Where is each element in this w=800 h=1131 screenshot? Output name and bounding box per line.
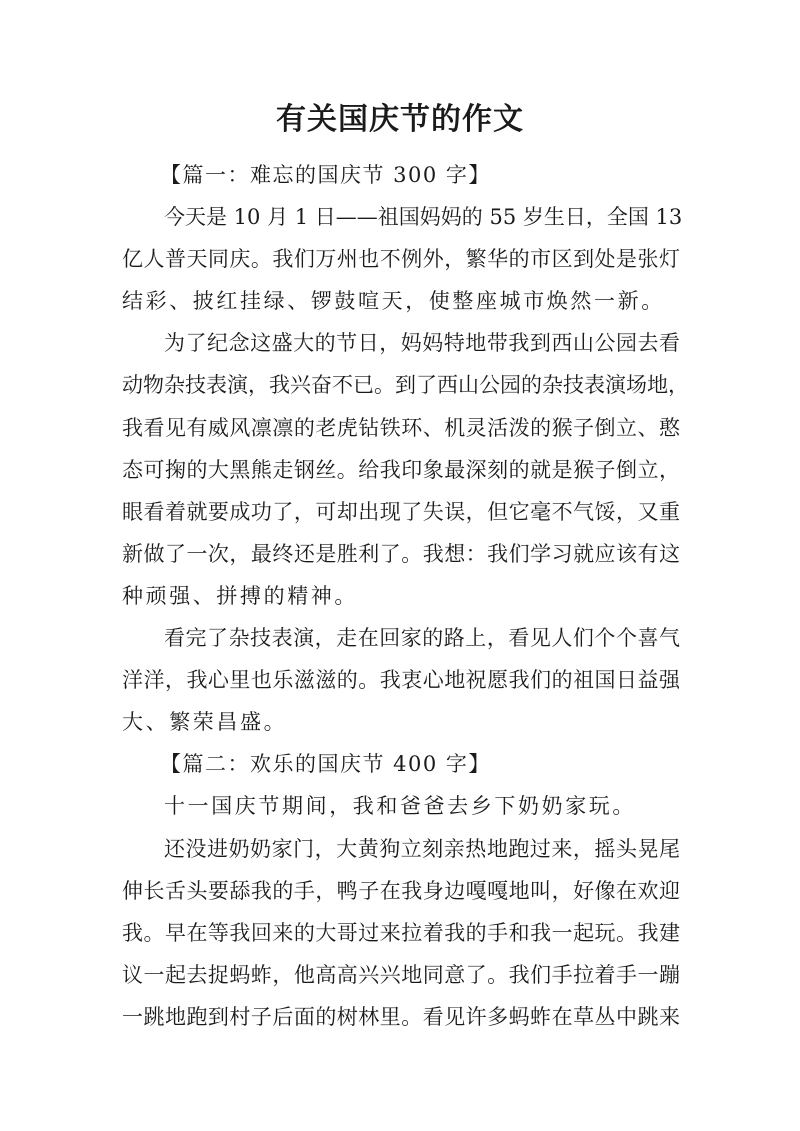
paragraph-line: 伸长舌头要舔我的手，鸭子在我身边嘎嘎地叫，好像在欢迎: [122, 878, 680, 903]
paragraph-line: 亿人普天同庆。我们万州也不例外，繁华的市区到处是张灯: [122, 247, 680, 272]
paragraph-line: 洋洋，我心里也乐滋滋的。我衷心地祝愿我们的祖国日益强: [122, 668, 680, 693]
section-heading: 【篇一：难忘的国庆节 300 字】: [160, 163, 491, 187]
paragraph-line: 议一起去捉蚂蚱，他高高兴兴地同意了。我们手拉着手一蹦: [122, 962, 680, 987]
paragraph-line: 动物杂技表演，我兴奋不已。到了西山公园的杂技表演场地，: [122, 373, 689, 398]
paragraph-line: 一跳地跑到村子后面的树林里。看见许多蚂蚱在草丛中跳来: [122, 1004, 680, 1029]
paragraph-line: 大、繁荣昌盛。: [122, 710, 288, 735]
paragraph-line: 我看见有威风凛凛的老虎钻铁环、机灵活泼的猴子倒立、憨: [122, 415, 680, 440]
document-body: [122, 154, 689, 1038]
paragraph-line: 看完了杂技表演，走在回家的路上，看见人们个个喜气: [164, 626, 680, 651]
paragraph-line: 还没进奶奶家门，大黄狗立刻亲热地跑过来，摇头晃尾: [164, 836, 680, 861]
paragraph-line: 今天是 10 月 1 日——祖国妈妈的 55 岁生日，全国 13: [164, 205, 683, 230]
paragraph-line: 结彩、披红挂绿、锣鼓喧天，使整座城市焕然一新。: [122, 289, 665, 314]
paragraph-line: 我。早在等我回来的大哥过来拉着我的手和我一起玩。我建: [122, 920, 680, 945]
paragraph-line: 态可掬的大黑熊走钢丝。给我印象最深刻的就是猴子倒立，: [122, 457, 680, 482]
document-title: 有关国庆节的作文: [276, 102, 524, 137]
paragraph-line: 为了纪念这盛大的节日，妈妈特地带我到西山公园去看: [164, 331, 680, 356]
paragraph-line: 眼看着就要成功了，可却出现了失误，但它毫不气馁，又重: [122, 499, 680, 524]
paragraph-line: 新做了一次，最终还是胜利了。我想：我们学习就应该有这: [122, 541, 680, 566]
section-heading: 【篇二：欢乐的国庆节 400 字】: [160, 752, 491, 777]
paragraph-line: 种顽强、拼搏的精神。: [122, 583, 358, 608]
paragraph-line: 十一国庆节期间，我和爸爸去乡下奶奶家玩。: [164, 794, 636, 819]
